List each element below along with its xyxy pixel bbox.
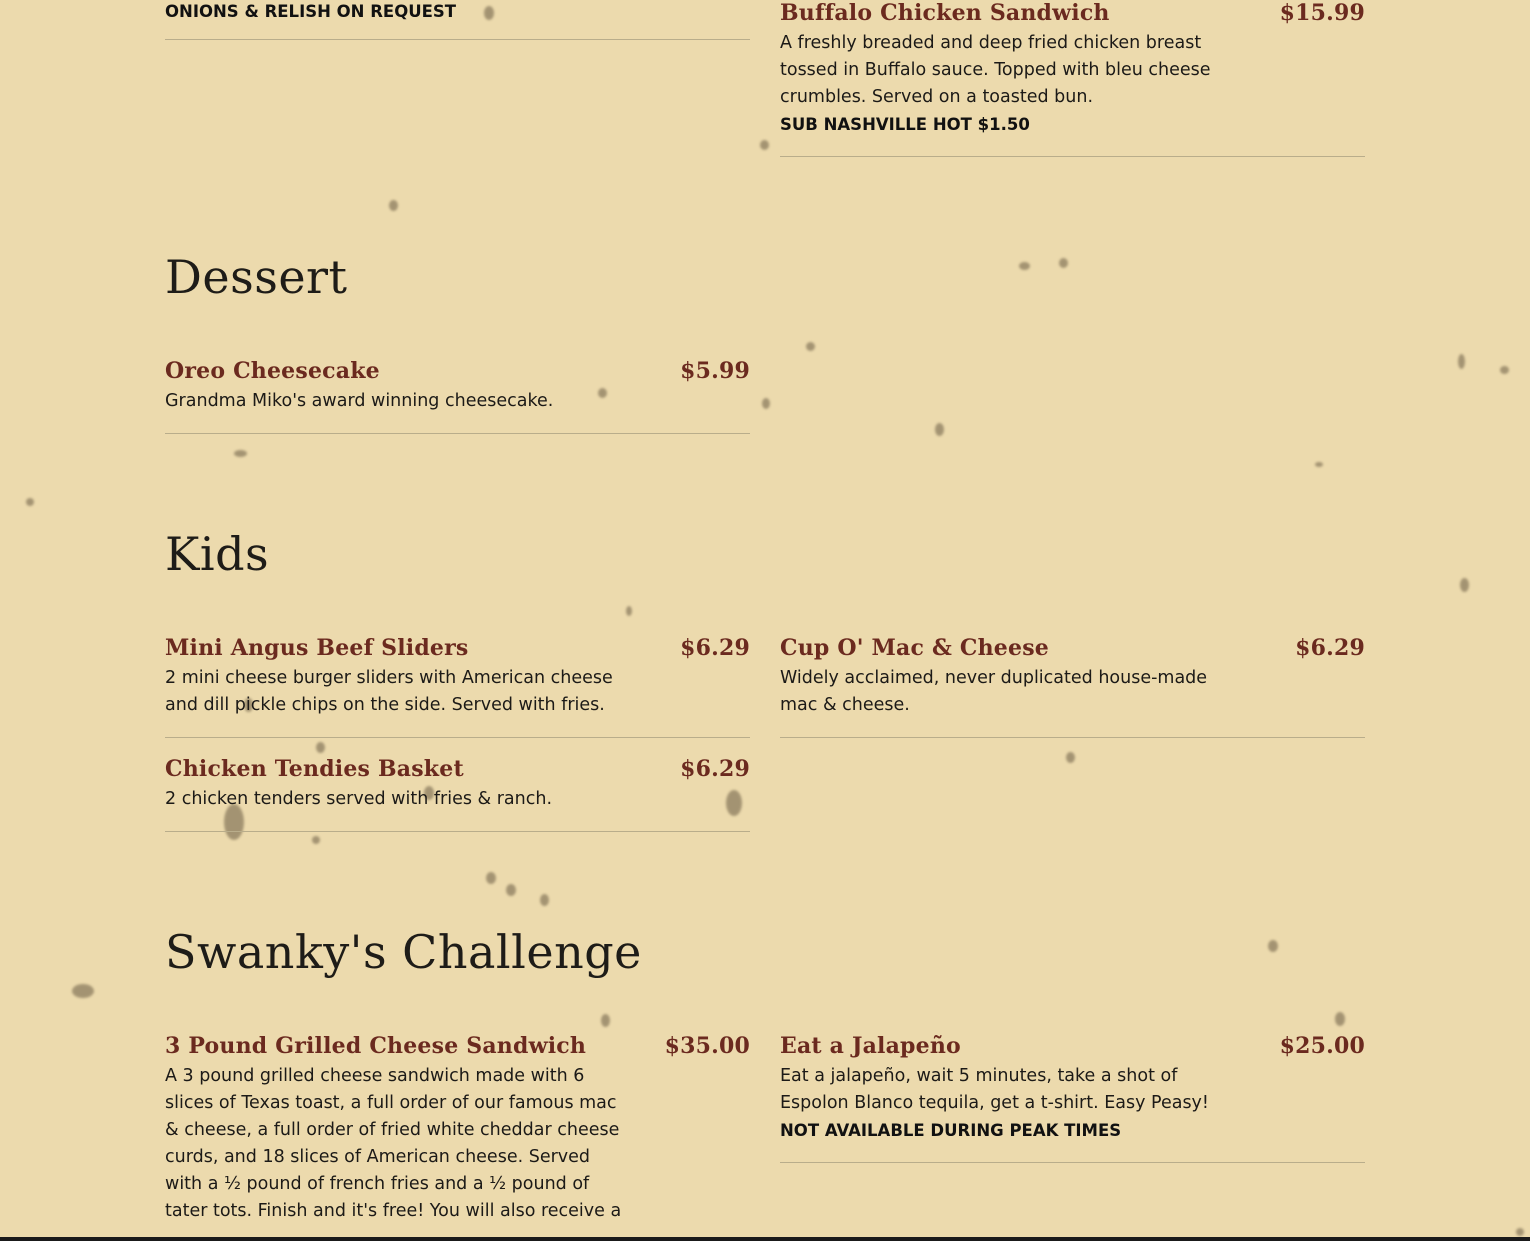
item-price: $6.29 (680, 756, 750, 782)
texture-speck (312, 836, 320, 844)
item-description: 2 chicken tenders served with fries & ranch. (165, 789, 553, 809)
menu-item-cup-o-mac-and-cheese (780, 635, 1365, 719)
item-description: Grandma Miko's award winning cheesecake. (165, 391, 554, 411)
section-title-swankys-challenge: Swanky's Challenge (165, 925, 642, 979)
item-name: 3 Pound Grilled Cheese Sandwich (165, 1033, 587, 1059)
texture-speck (486, 872, 496, 884)
item-description: Eat a jalapeño, wait 5 minutes, take a shot of Espolon Blanco tequila, get a t-shirt. Easy Peasy! (780, 1066, 1209, 1113)
previous-item-note: ONIONS & RELISH ON REQUEST (165, 2, 457, 21)
item-name: Cup O' Mac & Cheese (780, 635, 1049, 661)
item-note: SUB NASHVILLE HOT $1.50 (780, 115, 1030, 134)
item-description: A 3 pound grilled cheese sandwich made with 6 slices of Texas toast, a full order of our famous mac & cheese, a full order of fried white cheddar cheese curds, and 18 slices of American cheese. Served with a ½ pound of french fries and a ½ pound of tater tots. Finish and it's free! You will also receive a (165, 1066, 622, 1221)
texture-speck (389, 200, 398, 211)
item-price: $5.99 (680, 358, 750, 384)
texture-speck (1458, 354, 1465, 369)
texture-speck (72, 984, 94, 998)
item-name: Oreo Cheesecake (165, 358, 380, 384)
texture-speck (1335, 1012, 1345, 1026)
texture-speck (484, 6, 494, 20)
texture-speck (1460, 578, 1469, 592)
texture-speck (540, 894, 549, 906)
texture-speck (506, 884, 516, 896)
item-price: $6.29 (1295, 635, 1365, 661)
menu-item-3-pound-grilled-cheese (165, 1033, 750, 1225)
texture-speck (626, 606, 632, 616)
item-description: A freshly breaded and deep fried chicken breast tossed in Buffalo sauce. Topped with bleu cheese crumbles. Served on a toasted bun. (780, 33, 1211, 107)
item-divider (165, 831, 750, 832)
texture-speck (601, 1014, 610, 1027)
item-description: 2 mini cheese burger sliders with American cheese and dill pickle chips on the side. Served with fries. (165, 668, 613, 715)
texture-speck (1500, 366, 1509, 374)
item-note: NOT AVAILABLE DURING PEAK TIMES (780, 1121, 1122, 1140)
texture-speck (1059, 258, 1068, 268)
texture-speck (26, 498, 34, 506)
item-divider (780, 737, 1365, 738)
menu-item-buffalo-chicken-sandwich (780, 0, 1365, 138)
item-divider (780, 156, 1365, 157)
texture-speck (760, 140, 769, 150)
texture-speck (935, 423, 944, 436)
item-divider (165, 433, 750, 434)
section-title-dessert: Dessert (165, 250, 348, 304)
texture-speck (1268, 940, 1278, 952)
texture-speck (806, 342, 815, 351)
item-price: $6.29 (680, 635, 750, 661)
window-bottom-edge (0, 1237, 1530, 1241)
item-name: Buffalo Chicken Sandwich (780, 0, 1110, 26)
texture-speck (1066, 752, 1075, 763)
item-description: Widely acclaimed, never duplicated house-made mac & cheese. (780, 668, 1208, 715)
item-divider (780, 1162, 1365, 1163)
item-name: Mini Angus Beef Sliders (165, 635, 469, 661)
menu-item-eat-a-jalapeno (780, 1033, 1365, 1144)
section-title-kids: Kids (165, 527, 270, 581)
menu-item-chicken-tendies-basket (165, 756, 750, 813)
menu-item-oreo-cheesecake (165, 358, 750, 415)
texture-speck (1019, 262, 1030, 270)
item-price: $35.00 (664, 1033, 750, 1059)
item-divider (165, 39, 750, 40)
item-name: Chicken Tendies Basket (165, 756, 464, 782)
menu-item-mini-angus-beef-sliders (165, 635, 750, 719)
item-divider (165, 737, 750, 738)
item-name: Eat a Jalapeño (780, 1033, 961, 1059)
item-price: $15.99 (1279, 0, 1365, 26)
texture-speck (234, 450, 247, 457)
texture-speck (1315, 462, 1323, 467)
texture-speck (316, 742, 325, 753)
texture-speck (1516, 1228, 1524, 1236)
item-price: $25.00 (1279, 1033, 1365, 1059)
texture-speck (762, 398, 770, 409)
